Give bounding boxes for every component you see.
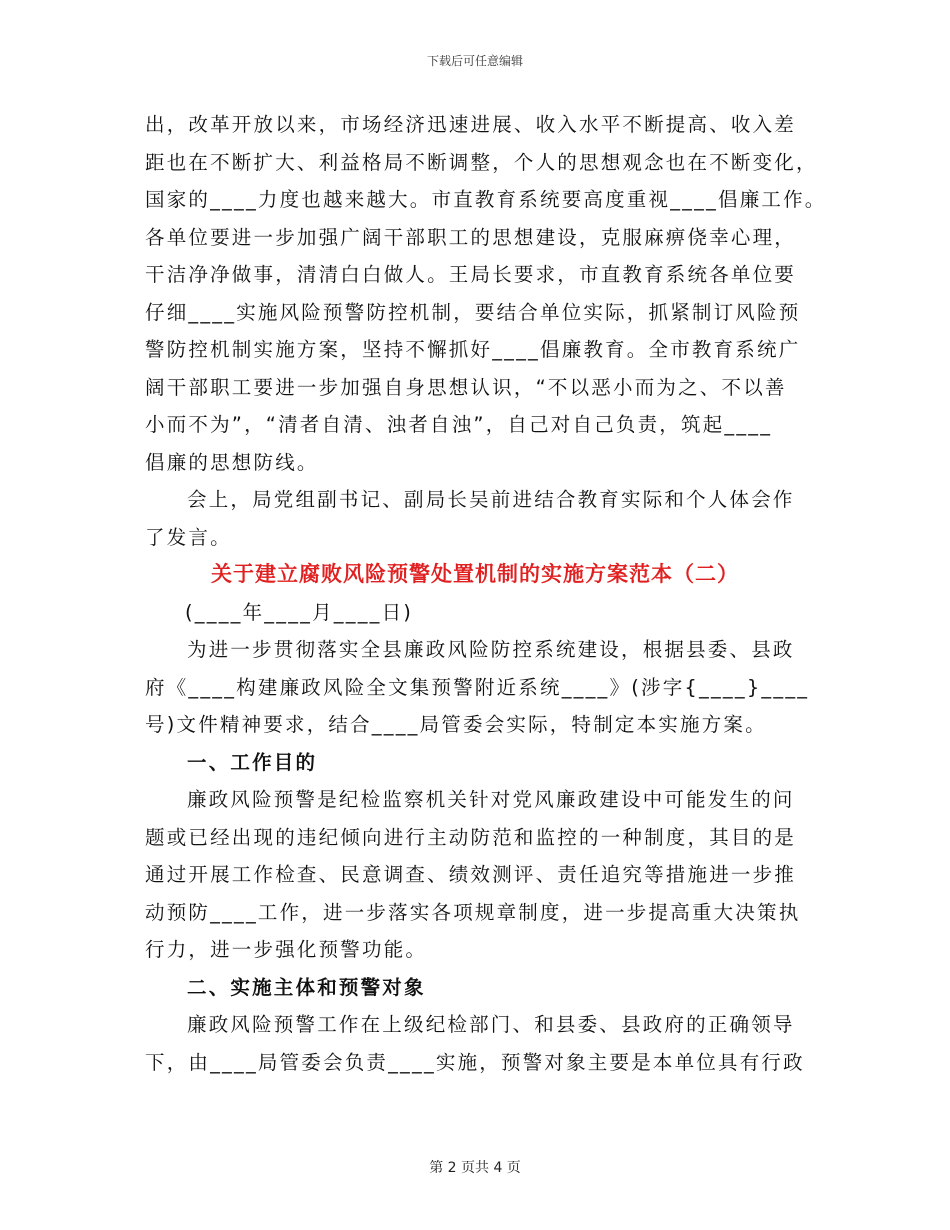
body-line: 国家的____力度也越来越大。市直教育系统要高度重视____倡廉工作。 bbox=[145, 188, 827, 211]
section-heading-purpose: 一、工作目的 bbox=[187, 750, 318, 774]
intro-line: 府《____构建廉政风险全文集预警附近系统____》(涉字{____}____ bbox=[145, 675, 810, 699]
intro-line: 号)文件精神要求，结合____局管委会实际，特制定本实施方案。 bbox=[145, 713, 767, 736]
section-heading-subjects: 二、实施主体和预警对象 bbox=[187, 975, 426, 999]
document-body bbox=[145, 106, 827, 1081]
body-line: 倡廉的思想防线。 bbox=[145, 450, 319, 474]
page-header: 下载后可任意编辑 bbox=[426, 54, 523, 68]
meeting-line: 会上，局党组副书记、副局长吴前进结合教育实际和个人体会作 bbox=[187, 488, 795, 511]
meeting-line: 了发言。 bbox=[145, 525, 232, 549]
section1-line: 行力，进一步强化预警功能。 bbox=[145, 938, 428, 961]
body-line: 出，改革开放以来，市场经济迅速进展、收入水平不断提高、收入差 bbox=[145, 113, 797, 136]
section1-line: 通过开展工作检查、民意调查、绩效测评、责任追究等措施进一步推 bbox=[145, 863, 797, 886]
body-line: 仔细____实施风险预警防控机制，要结合单位实际，抓紧制订风险预 bbox=[145, 300, 801, 324]
body-line: 小而不为”，“清者自清、浊者自浊”，自己对自己负责，筑起____ bbox=[145, 413, 773, 436]
section1-line: 动预防____工作，进一步落实各项规章制度，进一步提高重大决策执 bbox=[145, 900, 801, 924]
body-line: 干洁净净做事，清清白白做人。王局长要求，市直教育系统各单位要 bbox=[145, 263, 797, 286]
section2-line: 下，由____局管委会负责____实施，预警对象主要是本单位具有行政 bbox=[145, 1050, 805, 1074]
date-line: (____年____月____日) bbox=[185, 600, 414, 624]
section1-line: 题或已经出现的违纪倾向进行主动防范和监控的一种制度，其目的是 bbox=[145, 825, 797, 849]
body-line: 警防控机制实施方案，坚持不懈抓好____倡廉教育。全市教育系统广 bbox=[145, 338, 801, 361]
body-line: 距也在不断扩大、利益格局不断调整，个人的思想观念也在不断变化， bbox=[145, 150, 818, 174]
document-title: 关于建立腐败风险预警处置机制的实施方案范本（二） bbox=[211, 562, 739, 586]
section2-line: 廉政风险预警工作在上级纪检部门、和县委、县政府的正确领导 bbox=[187, 1013, 795, 1036]
section1-line: 廉政风险预警是纪检监察机关针对党风廉政建设中可能发生的问 bbox=[187, 788, 795, 811]
body-line: 各单位要进一步加强广阔干部职工的思想建设，克服麻痹侥幸心理， bbox=[145, 225, 797, 249]
page-footer: 第 2 页共 4 页 bbox=[429, 1160, 521, 1176]
body-line: 阔干部职工要进一步加强自身思想认识，“不以恶小而为之、不以善 bbox=[145, 375, 787, 399]
intro-line: 为进一步贯彻落实全县廉政风险防控系统建设，根据县委、县政 bbox=[187, 638, 795, 661]
